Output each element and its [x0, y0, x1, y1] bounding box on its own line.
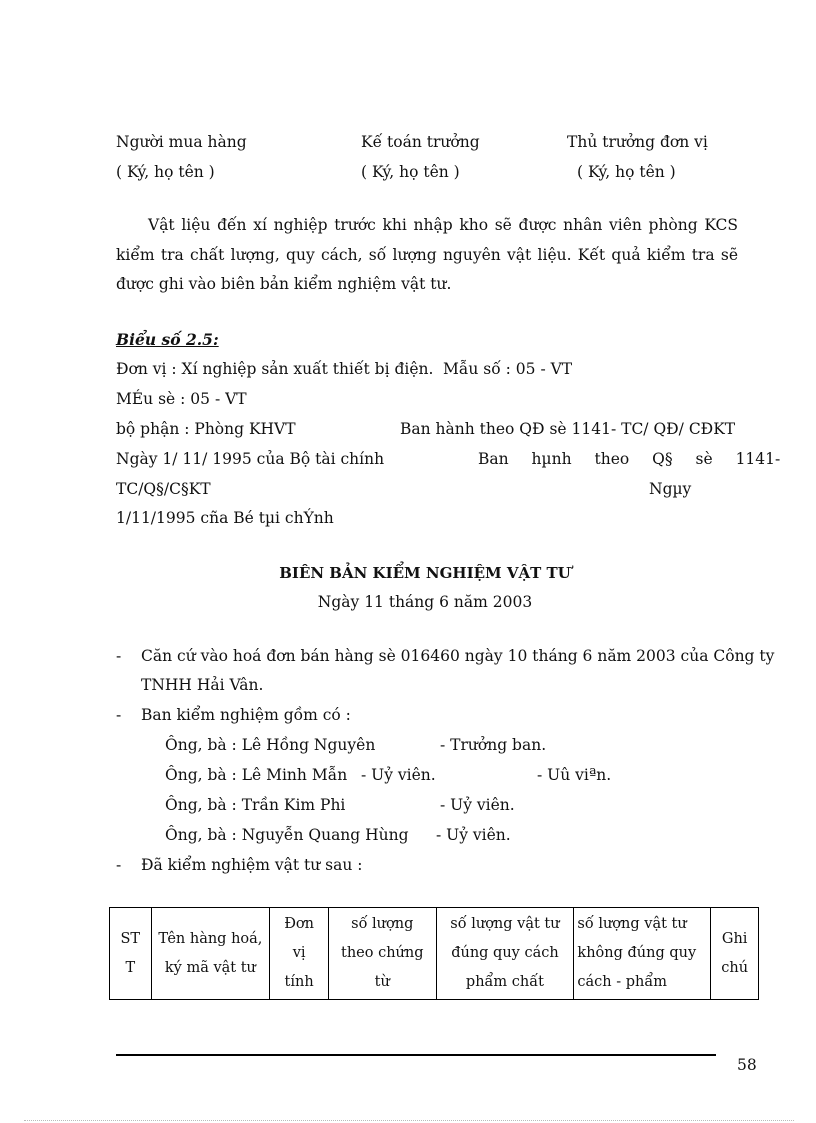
header-line: ST	[120, 930, 141, 947]
form-label: Biểu số 2.5:	[116, 330, 219, 349]
member-name: Ông, bà : Trần Kim Phi	[165, 796, 346, 814]
bullet-committee: Ban kiểm nghiệm gồm có :	[141, 706, 351, 724]
garbled-line-1: Ban hµnh theo Q§ sè 1141-	[478, 450, 781, 468]
header-line: vị	[292, 945, 306, 961]
col-qty-nonconforming	[574, 908, 711, 1000]
header-line: số lượng	[351, 916, 414, 932]
document-title: BIÊN BẢN KIỂM NGHIỆM VẬT TƯ	[279, 564, 571, 582]
header-line: chú	[721, 959, 749, 976]
signature-accountant-note: ( Ký, họ tên )	[361, 163, 460, 181]
header-line: từ	[374, 974, 390, 990]
garbled-line-3: Ngµy	[649, 480, 692, 498]
member-role-garbled: - Uû viªn.	[537, 766, 612, 784]
bullet-mark: -	[116, 856, 122, 874]
member-role: - Uỷ viên.	[361, 766, 436, 784]
garbled-line-2: TC/Q§/C§KT	[116, 480, 211, 498]
member-role: - Uỷ viên.	[436, 826, 511, 844]
intro-paragraph: Vật liệu đến xí nghiệp trước khi nhập kho sẽ được nhân viên phòng KCS kiểm tra chất lượng, quy cách, số lượng nguyên vật liệu. Kết quả kiểm tra sẽ được ghi vào biên bản kiểm nghiệm vật tư.	[116, 216, 738, 293]
document-date: Ngày 11 tháng 6 năm 2003	[317, 593, 533, 611]
bullet-invoice-cont: TNHH Hải Vân.	[141, 676, 264, 694]
member-name: Ông, bà : Lê Minh Mẫn	[165, 766, 348, 784]
signature-buyer-title: Người mua hàng	[116, 133, 247, 151]
issued-by-line: Ban hành theo QĐ sè 1141- TC/ QĐ/ CĐKT	[400, 420, 736, 438]
signature-head-title: Thủ trưởng đơn vị	[567, 133, 708, 151]
bullet-inspected: Đã kiểm nghiệm vật tư sau :	[141, 856, 363, 874]
header-line: không đúng quy	[577, 945, 697, 961]
col-notes	[711, 908, 759, 1000]
header-line: Đơn	[284, 916, 314, 932]
header-line: đúng quy cách	[451, 945, 559, 961]
page-number: 58	[737, 1056, 757, 1074]
member-name: Ông, bà : Lê Hồng Nguyên	[165, 736, 376, 754]
header-line: số lượng vật tư	[577, 916, 687, 932]
signature-buyer-note: ( Ký, họ tên )	[116, 163, 215, 181]
inspection-table	[109, 907, 759, 1000]
header-line: số lượng vật tư	[450, 916, 560, 932]
header-line: cách - phẩm	[577, 974, 668, 990]
bullet-mark: -	[116, 647, 122, 665]
garbled-line-4: 1/11/1995 cña Bé tµi chÝnh	[116, 509, 334, 527]
department-line: bộ phận : Phòng KHVT	[116, 420, 296, 438]
col-unit	[270, 908, 329, 1000]
footer-rule	[116, 1054, 716, 1056]
header-line: Tên hàng hoá,	[158, 930, 263, 947]
header-line: ký mã vật tư	[164, 959, 256, 976]
col-qty-document	[329, 908, 436, 1000]
issued-date-line: Ngày 1/ 11/ 1995 của Bộ tài chính	[116, 450, 385, 468]
table-header-row	[110, 908, 759, 1000]
col-qty-conforming	[436, 908, 574, 1000]
col-stt	[110, 908, 152, 1000]
header-line: phẩm chất	[465, 974, 544, 990]
col-item-name	[151, 908, 270, 1000]
page-border-dots	[24, 1120, 794, 1121]
header-line: T	[125, 959, 136, 976]
signature-head-note: ( Ký, họ tên )	[577, 163, 676, 181]
bullet-invoice: Căn cứ vào hoá đơn bán hàng sè 016460 ngày 10 tháng 6 năm 2003 của Công ty	[141, 647, 775, 665]
signature-accountant-title: Kế toán trưởng	[361, 133, 480, 151]
member-name: Ông, bà : Nguyễn Quang Hùng	[165, 826, 409, 844]
member-role: - Uỷ viên.	[440, 796, 515, 814]
member-role: - Trưởng ban.	[440, 736, 547, 754]
header-line: Ghi	[721, 930, 748, 947]
header-line: tính	[284, 974, 314, 990]
form-number: Mẫu số : 05 - VT	[443, 360, 573, 378]
header-line: theo chứng	[341, 945, 424, 961]
bullet-mark: -	[116, 706, 122, 724]
unit-line: Đơn vị : Xí nghiệp sản xuất thiết bị điện.	[116, 360, 434, 378]
form-number-garbled: MÉu sè : 05 - VT	[116, 390, 247, 408]
